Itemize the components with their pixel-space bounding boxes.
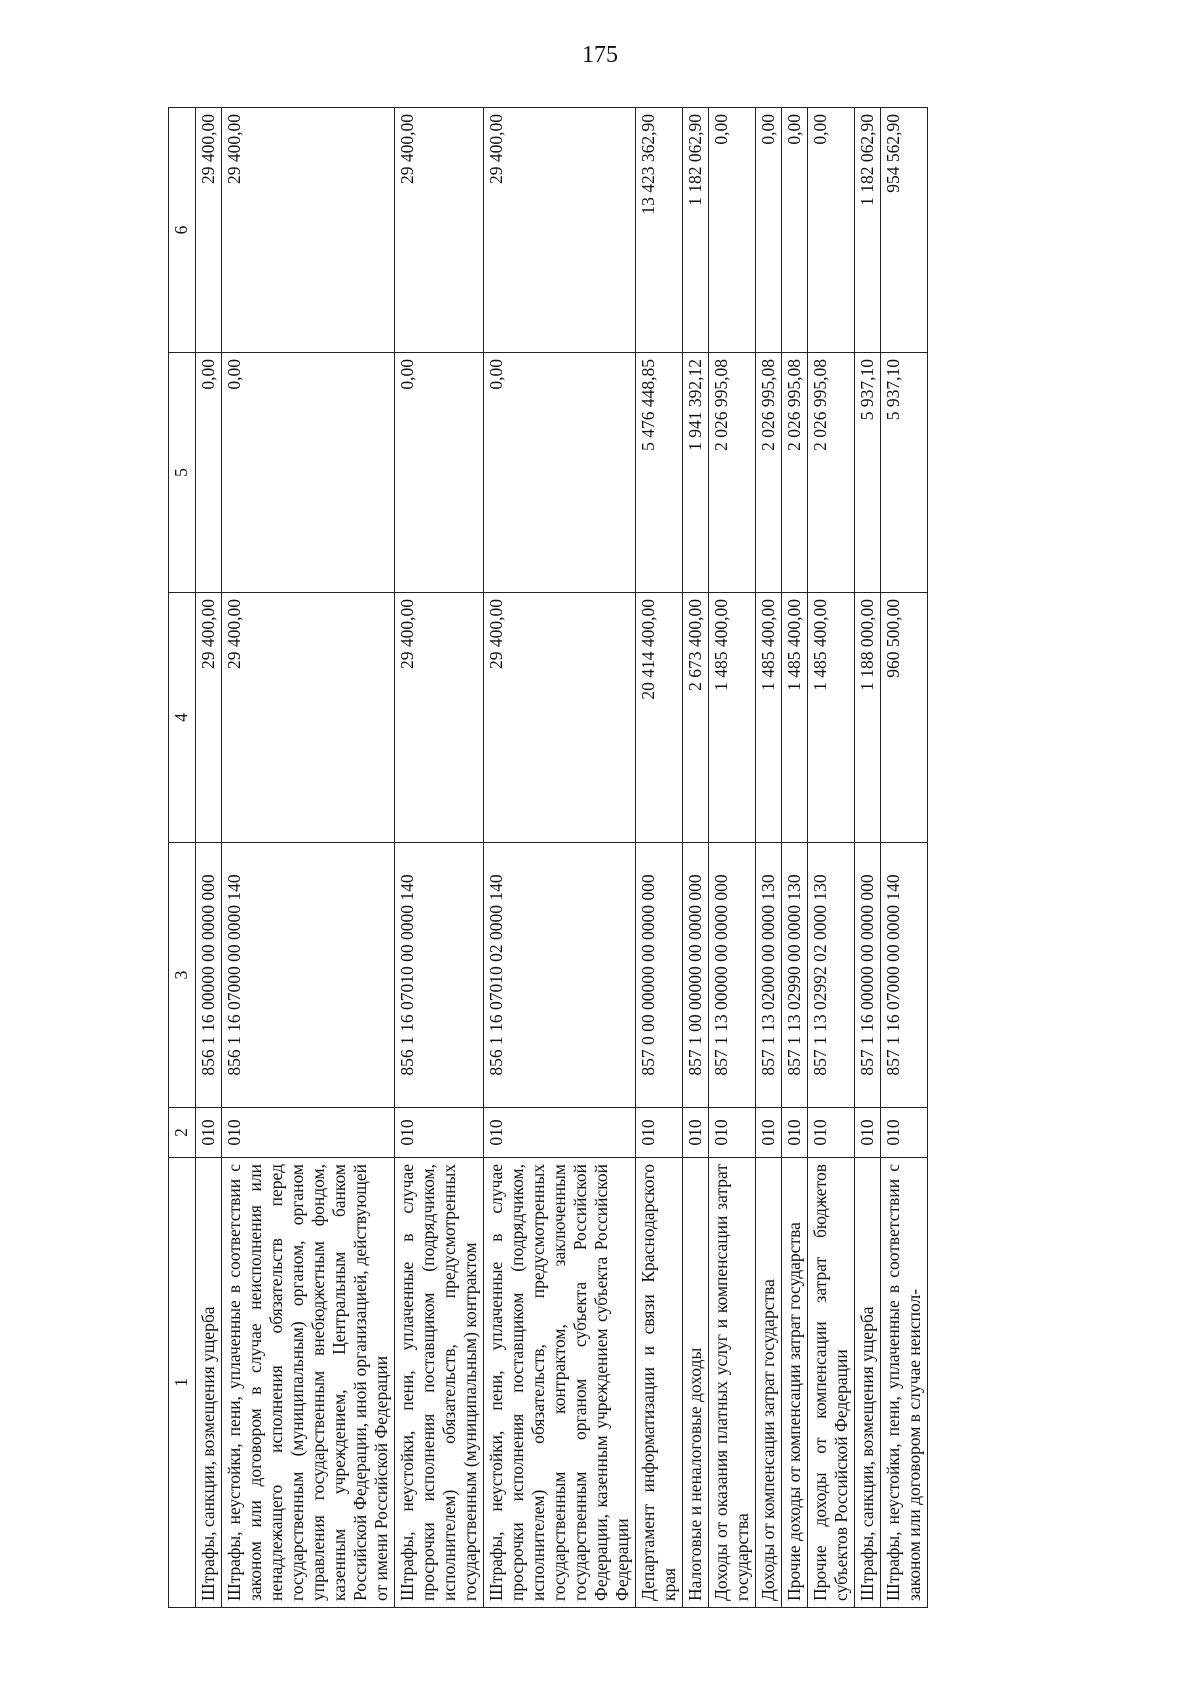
row-col6: 0,00 (808, 108, 855, 353)
row-col5: 2 026 995,08 (709, 353, 756, 593)
table-header-row (169, 108, 196, 1608)
row-col5: 0,00 (196, 353, 222, 593)
row-col4: 29 400,00 (484, 593, 636, 843)
row-col5: 5 937,10 (855, 353, 881, 593)
row-name: Штрафы, санкции, возмещения ущерба (196, 1158, 222, 1608)
row-kbk: 857 1 13 02992 02 0000 130 (808, 843, 855, 1108)
table-row (881, 108, 928, 1608)
row-col5: 5 476 448,85 (636, 353, 683, 593)
row-code: 010 (395, 1108, 484, 1158)
row-kbk: 857 1 13 00000 00 0000 000 (709, 843, 756, 1108)
row-kbk: 857 0 00 00000 00 0000 000 (636, 843, 683, 1108)
page-number: 175 (582, 42, 618, 68)
table-row (636, 108, 683, 1608)
row-col4: 2 673 400,00 (683, 593, 709, 843)
row-col4: 1 485 400,00 (782, 593, 808, 843)
row-kbk: 857 1 16 07000 00 0000 140 (881, 843, 928, 1108)
row-name: Штрафы, неустойки, пени, уплаченные в соответствии с законом или договором в случае неисполнения или ненадлежащего исполнения обязательств перед государственным (муниципальным) органом, органом управления государственным внебюджетным фондом, казенным учреждением, Центральным банком Российской Федерации, иной организацией, действующей от имени Российской Федерации (222, 1158, 395, 1608)
row-col5: 2 026 995,08 (756, 353, 782, 593)
table-row (196, 108, 222, 1608)
row-name: Налоговые и неналоговые доходы (683, 1158, 709, 1608)
row-col5: 0,00 (222, 353, 395, 593)
row-name: Прочие доходы от компенсации затрат государства (782, 1158, 808, 1608)
row-kbk: 856 1 16 07010 02 0000 140 (484, 843, 636, 1108)
row-code: 010 (196, 1108, 222, 1158)
row-col6: 29 400,00 (196, 108, 222, 353)
row-col6: 0,00 (756, 108, 782, 353)
table-row (855, 108, 881, 1608)
row-col6: 29 400,00 (395, 108, 484, 353)
row-kbk: 857 1 00 00000 00 0000 000 (683, 843, 709, 1108)
row-kbk: 856 1 16 07000 00 0000 140 (222, 843, 395, 1108)
row-code: 010 (709, 1108, 756, 1158)
row-col4: 20 414 400,00 (636, 593, 683, 843)
row-col5: 1 941 392,12 (683, 353, 709, 593)
row-col5: 5 937,10 (881, 353, 928, 593)
row-code: 010 (782, 1108, 808, 1158)
revenue-table (168, 107, 928, 1608)
row-code: 010 (222, 1108, 395, 1158)
row-kbk: 857 1 13 02000 00 0000 130 (756, 843, 782, 1108)
row-col4: 1 485 400,00 (756, 593, 782, 843)
table-row (756, 108, 782, 1608)
header-cell: 3 (169, 843, 196, 1108)
row-name: Штрафы, неустойки, пени, уплаченные в соответствии с законом или договором в случае неиспол- (881, 1158, 928, 1608)
row-col4: 1 485 400,00 (709, 593, 756, 843)
row-code: 010 (881, 1108, 928, 1158)
row-code: 010 (636, 1108, 683, 1158)
row-col6: 29 400,00 (484, 108, 636, 353)
row-kbk: 857 1 16 00000 00 0000 000 (855, 843, 881, 1108)
row-name: Прочие доходы от компенсации затрат бюджетов субъектов Российской Федерации (808, 1158, 855, 1608)
row-name: Штрафы, неустойки, пени, уплаченные в случае просрочки исполнения поставщиком (подрядчиком, исполнителем) обязательств, предусмотренных государственным контрактом, заключенным государственным органом субъекта Российской Федерации, казенным учреждением субъекта Российской Федерации (484, 1158, 636, 1608)
table-row (683, 108, 709, 1608)
row-col4: 29 400,00 (196, 593, 222, 843)
header-cell: 2 (169, 1108, 196, 1158)
row-col5: 0,00 (484, 353, 636, 593)
row-kbk: 856 1 16 07010 00 0000 140 (395, 843, 484, 1108)
row-col5: 2 026 995,08 (808, 353, 855, 593)
table-row (484, 108, 636, 1608)
header-cell: 6 (169, 108, 196, 353)
row-kbk: 857 1 13 02990 00 0000 130 (782, 843, 808, 1108)
row-col4: 960 500,00 (881, 593, 928, 843)
row-col5: 2 026 995,08 (782, 353, 808, 593)
row-code: 010 (808, 1108, 855, 1158)
table-row (395, 108, 484, 1608)
row-name: Департамент информатизации и связи Краснодарского края (636, 1158, 683, 1608)
row-col6: 13 423 362,90 (636, 108, 683, 353)
row-col6: 29 400,00 (222, 108, 395, 353)
row-col5: 0,00 (395, 353, 484, 593)
header-cell: 5 (169, 353, 196, 593)
row-kbk: 856 1 16 00000 00 0000 000 (196, 843, 222, 1108)
header-cell: 4 (169, 593, 196, 843)
row-name: Доходы от оказания платных услуг и компенсации затрат государства (709, 1158, 756, 1608)
row-col4: 1 485 400,00 (808, 593, 855, 843)
row-col4: 29 400,00 (222, 593, 395, 843)
table-row (709, 108, 756, 1608)
row-col6: 1 182 062,90 (683, 108, 709, 353)
row-code: 010 (855, 1108, 881, 1158)
row-code: 010 (683, 1108, 709, 1158)
table-row (782, 108, 808, 1608)
header-cell: 1 (169, 1158, 196, 1608)
row-col6: 1 182 062,90 (855, 108, 881, 353)
row-name: Штрафы, санкции, возмещения ущерба (855, 1158, 881, 1608)
table-row (222, 108, 395, 1608)
row-code: 010 (484, 1108, 636, 1158)
table-row (808, 108, 855, 1608)
rotated-table-container (168, 108, 1048, 1608)
row-col6: 954 562,90 (881, 108, 928, 353)
row-col4: 1 188 000,00 (855, 593, 881, 843)
row-name: Штрафы, неустойки, пени, уплаченные в случае просрочки исполнения поставщиком (подрядчиком, исполнителем) обязательств, предусмотренных государственным (муниципальным) контрактом (395, 1158, 484, 1608)
row-col6: 0,00 (782, 108, 808, 353)
row-col6: 0,00 (709, 108, 756, 353)
row-code: 010 (756, 1108, 782, 1158)
row-name: Доходы от компенсации затрат государства (756, 1158, 782, 1608)
row-col4: 29 400,00 (395, 593, 484, 843)
